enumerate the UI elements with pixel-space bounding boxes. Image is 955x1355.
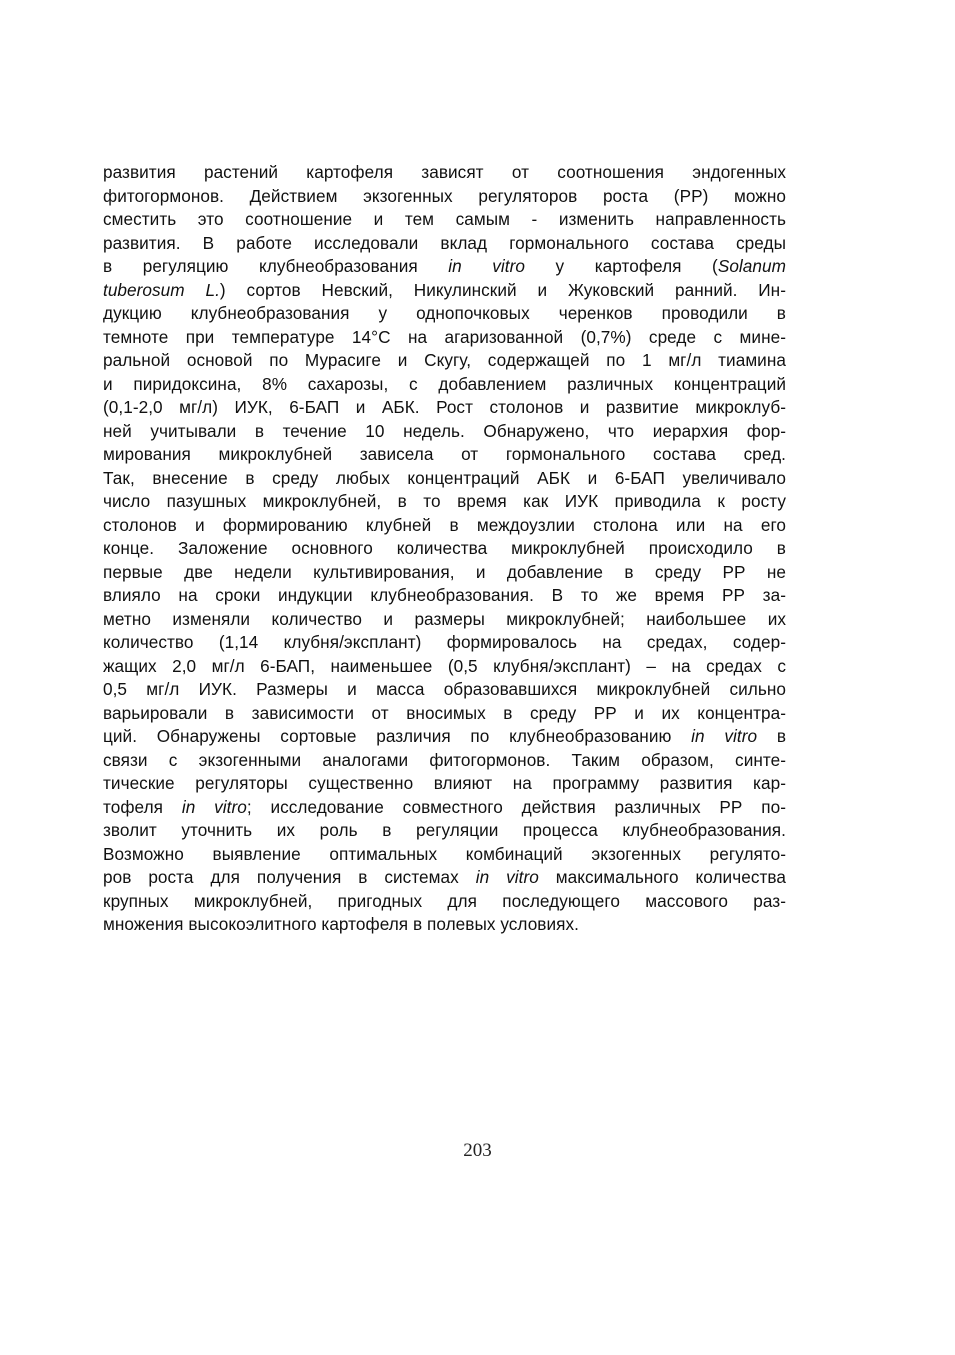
body-text xyxy=(103,161,786,937)
text-line: конце. Заложение основного количества микроклубней происходило в xyxy=(103,538,786,558)
text-line: метно изменяли количество и размеры микроклубней; наибольшее их xyxy=(103,608,786,629)
text-line: сместить это соотношение и тем самым - изменить направленность xyxy=(103,209,786,229)
text-line: влияло на сроки индукции клубнеобразования. В то же время РР за- xyxy=(103,585,786,605)
text-line: первые две недели культивирования, и добавление в среду РР не xyxy=(103,561,786,582)
text-line: 0,5 мг/л ИУК. Размеры и масса образовавшихся микроклубней сильно xyxy=(103,679,786,699)
text-line: развития растений картофеля зависят от соотношения эндогенных xyxy=(103,162,786,182)
page-number: 203 xyxy=(463,1140,492,1161)
text-line: ральной основой по Мурасиге и Скугу, содержащей по 1 мг/л тиамина xyxy=(103,350,786,370)
text-line: фитогормонов. Действием экзогенных регуляторов роста (РР) можно xyxy=(103,185,786,206)
text-line: и пиридоксина, 8% сахарозы, с добавлением различных концентраций xyxy=(103,373,786,394)
text-line: ций. Обнаружены сортовые различия по клубнеобразованию in vitro в xyxy=(103,726,786,746)
text-line: темноте при температуре 14°С на агаризованной (0,7%) среде с мине- xyxy=(103,326,786,347)
text-line: жащих 2,0 мг/л 6-БАП, наименьшее (0,5 клубня/эксплант) – на средах с xyxy=(103,655,786,676)
text-line: (0,1-2,0 мг/л) ИУК, 6-БАП и АБК. Рост столонов и развитие микроклуб- xyxy=(103,397,786,417)
text-line: варьировали в зависимости от вносимых в среду РР и их концентра- xyxy=(103,702,786,723)
text-line: зволит уточнить их роль в регуляции процесса клубнеобразования. xyxy=(103,820,786,840)
text-line: дукцию клубнеобразования у однопочковых черенков проводили в xyxy=(103,303,786,323)
text-line: множения высокоэлитного картофеля в полевых условиях. xyxy=(103,914,579,934)
text-line: тические регуляторы существенно влияют на программу развития кар- xyxy=(103,773,786,793)
text-line: tuberosum L.) сортов Невский, Никулинский и Жуковский ранний. Ин- xyxy=(103,279,786,300)
text-line: ней учитывали в течение 10 недель. Обнаружено, что иерархия фор- xyxy=(103,420,786,441)
text-line: число пазушных микроклубней, в то время как ИУК приводила к росту xyxy=(103,491,786,511)
text-line: количество (1,14 клубня/эксплант) формировалось на средах, содер- xyxy=(103,632,786,652)
text-line: в регуляцию клубнеобразования in vitro у картофеля (Solanum xyxy=(103,256,786,276)
text-line: Возможно выявление оптимальных комбинаций экзогенных регулято- xyxy=(103,843,786,864)
text-line: столонов и формированию клубней в междоузлии столона или на его xyxy=(103,514,786,535)
text-line: мирования микроклубней зависела от гормонального состава сред. xyxy=(103,444,786,464)
text-line: Так, внесение в среду любых концентраций АБК и 6-БАП увеличивало xyxy=(103,467,786,488)
text-line: крупных микроклубней, пригодных для последующего массового раз- xyxy=(103,890,786,911)
text-line: тофеля in vitro; исследование совместного действия различных РР по- xyxy=(103,796,787,817)
text-line: ров роста для получения в системах in vitro максимального количества xyxy=(103,867,786,887)
text-line: связи с экзогенными аналогами фитогормонов. Таким образом, синте- xyxy=(103,749,786,770)
text-line: развития. В работе исследовали вклад гормонального состава среды xyxy=(103,232,786,253)
